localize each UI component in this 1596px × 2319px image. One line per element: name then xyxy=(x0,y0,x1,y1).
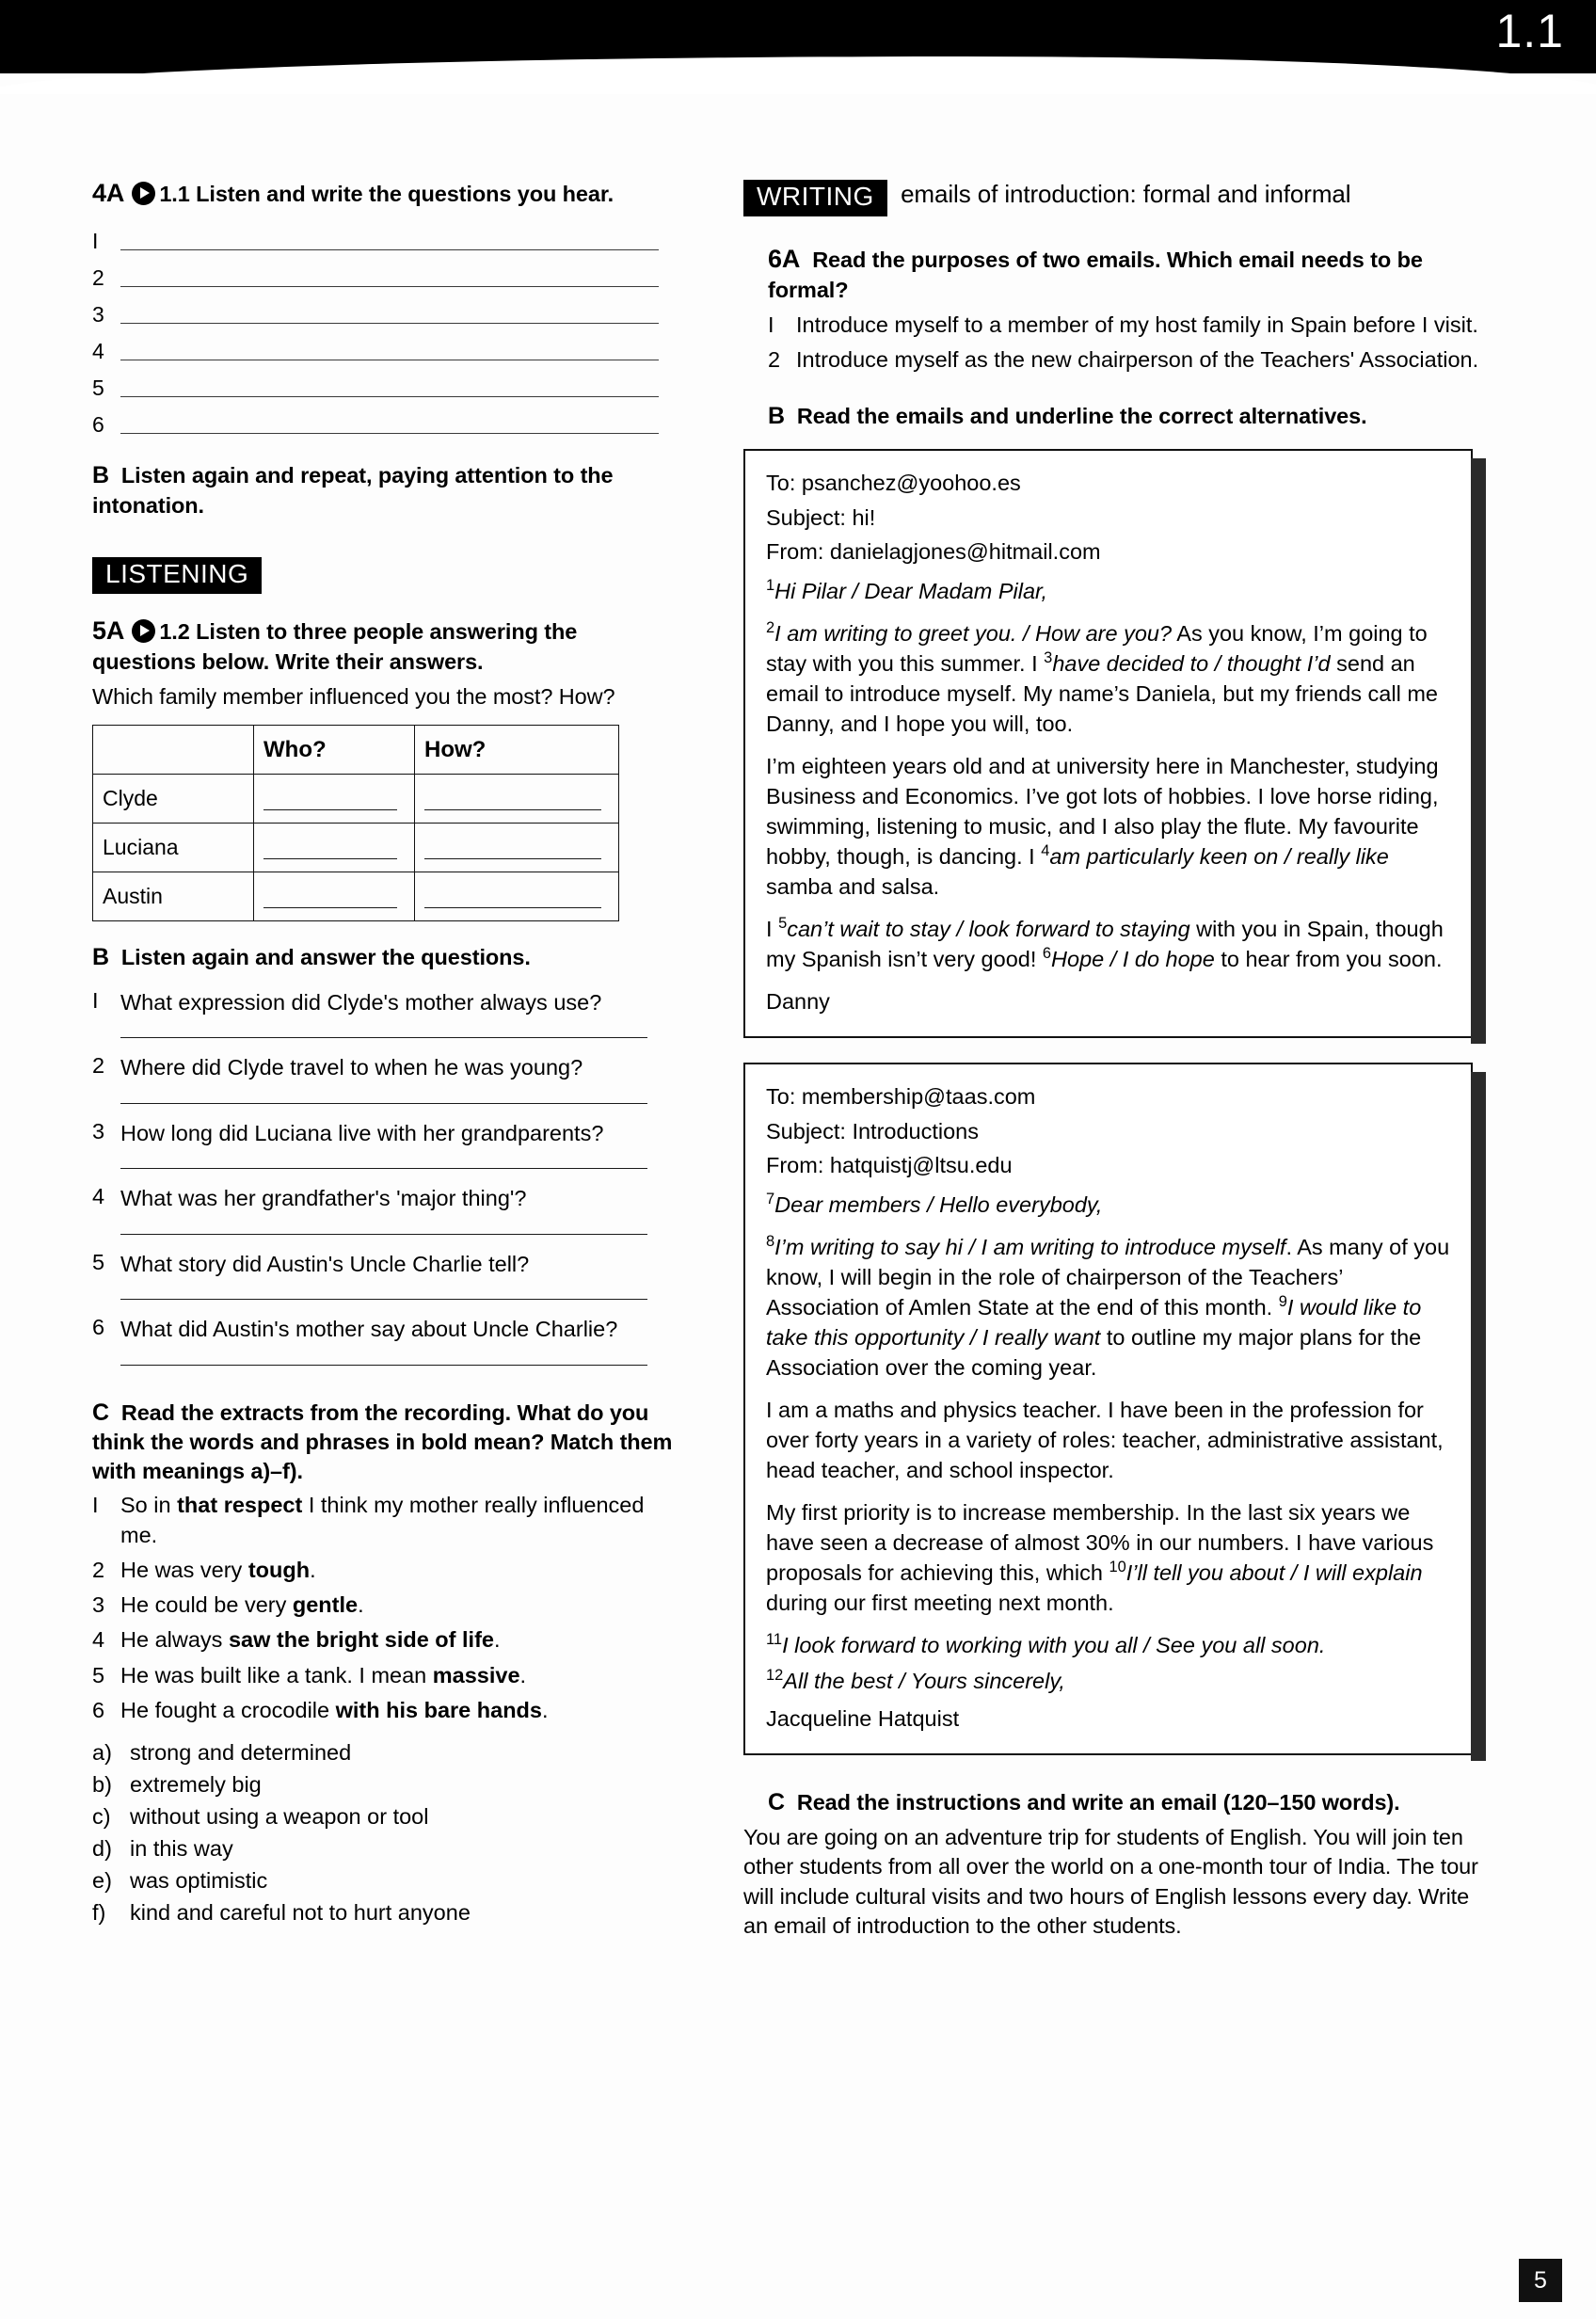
question-item xyxy=(92,1184,676,1213)
table-row xyxy=(93,824,619,872)
table-row xyxy=(93,775,619,824)
email1-paragraph-3 xyxy=(766,915,1450,975)
writing-subtitle: emails of introduction: formal and informal xyxy=(901,180,1351,208)
email1-p3-start: I xyxy=(766,916,779,941)
option-text: was optimistic xyxy=(130,1868,268,1894)
purpose-text: Introduce myself as the new chairperson of the Teachers' Association. xyxy=(796,346,1479,372)
question-item xyxy=(92,1119,676,1148)
alternative-pair-4[interactable]: am particularly keen on / really like xyxy=(1049,843,1389,869)
extract-post: . xyxy=(519,1662,527,1687)
email1-p2-end: samba and salsa. xyxy=(766,873,940,899)
exercise-6c-instruction: Read the instructions and write an email (120–150 words). xyxy=(796,1789,1400,1815)
exercise-5b-heading xyxy=(92,942,676,973)
answer-line-row[interactable] xyxy=(92,293,676,329)
question-number: 4 xyxy=(92,1184,105,1209)
email1-p1-end: send an email to introduce myself. My name’s Daniela, but my friends call me Danny, and I hope you will, too. xyxy=(766,651,1438,737)
listening-banner: LISTENING xyxy=(92,557,262,594)
extract-pre: He was very xyxy=(120,1557,248,1582)
email1-paragraph-1 xyxy=(766,619,1450,740)
write-in-rule[interactable] xyxy=(120,396,659,397)
email2-paragraph-2: I am a maths and physics teacher. I have been in the profession for over forty years in a variety of roles: teacher, administrative assistant, head teacher, and school inspector. xyxy=(766,1398,1444,1482)
alternative-pair-3[interactable]: have decided to / thought I’d xyxy=(1052,651,1331,677)
exercise-6c-letter: C xyxy=(768,1788,785,1815)
extract-item xyxy=(92,1625,676,1655)
email1-p1-mid: As you know, I’m going to stay with you this summer. I xyxy=(766,621,1428,677)
line-number: 2 xyxy=(92,265,104,291)
column-header-who: Who? xyxy=(254,726,415,775)
answer-line-row[interactable] xyxy=(92,366,676,403)
extract-pre: So in xyxy=(120,1493,178,1518)
question-text: What expression did Clyde's mother always use? xyxy=(120,989,602,1015)
line-number: 3 xyxy=(92,302,104,328)
exercise-5c-heading xyxy=(92,1398,676,1486)
alternative-marker-10: 10 xyxy=(1109,1559,1126,1576)
exercise-5c-extracts xyxy=(92,1491,676,1725)
alternative-pair-9[interactable]: I would like to take this opportunity / I really want xyxy=(766,1295,1422,1351)
write-in-rule[interactable] xyxy=(263,836,397,859)
alternative-marker-1: 1 xyxy=(766,577,775,595)
email1-p2-start: I’m eighteen years old and at university here in Manchester, studying Business and Economics. I’ve got lots of hobbies. I love horse riding, swimming, listening to music, and I also play the flute. My favourite hobby, though, is dancing. I xyxy=(766,754,1439,869)
email1-from: From: danielagjones@hitmail.com xyxy=(766,539,1101,565)
extract-bold-phrase: that respect xyxy=(177,1493,303,1518)
question-item xyxy=(92,1053,676,1082)
email2-paragraph-1 xyxy=(766,1233,1450,1383)
exercise-5a-instruction: Listen to three people answering the questions below. Write their answers. xyxy=(92,619,578,675)
band-curve-decoration xyxy=(0,56,1596,94)
question-text: Where did Clyde travel to when he was young? xyxy=(120,1055,583,1080)
alternative-pair-12[interactable]: All the best / Yours sincerely, xyxy=(783,1668,1065,1693)
row-label-austin: Austin xyxy=(93,872,254,921)
extract-text xyxy=(120,1625,676,1655)
exercise-4b-heading xyxy=(92,460,676,520)
alternative-marker-5: 5 xyxy=(778,915,788,933)
exercise-4a-track: 1.1 xyxy=(159,182,190,206)
extract-item xyxy=(92,1661,676,1690)
answer-write-in-rule[interactable] xyxy=(120,1299,647,1300)
exercise-6c-heading xyxy=(768,1787,1496,1818)
play-circle-icon[interactable] xyxy=(132,182,155,205)
extract-text xyxy=(120,1661,676,1690)
exercise-6a-purposes xyxy=(768,311,1496,376)
exercise-6a-heading xyxy=(768,243,1496,305)
question-number: I xyxy=(92,987,99,1013)
email1-greeting xyxy=(766,577,1450,607)
exercise-4b-letter: B xyxy=(92,462,109,489)
option-item[interactable] xyxy=(92,1804,676,1830)
option-item[interactable] xyxy=(92,1740,676,1766)
extract-post: . xyxy=(310,1557,316,1582)
exercise-4a-answer-lines xyxy=(92,219,676,440)
extract-item xyxy=(92,1696,676,1725)
left-column xyxy=(92,177,676,1932)
purpose-number: 2 xyxy=(768,346,781,372)
right-column xyxy=(743,177,1496,1941)
exercise-6b-instruction: Read the emails and underline the correct alternatives. xyxy=(796,404,1367,429)
email1-to: To: psanchez@yoohoo.es xyxy=(766,470,1021,495)
question-item xyxy=(92,988,676,1017)
extract-pre: He could be very xyxy=(120,1592,293,1618)
answer-line-row[interactable] xyxy=(92,256,676,293)
alternative-pair-2[interactable]: I am writing to greet you. / How are you? xyxy=(774,621,1173,647)
who-cell[interactable] xyxy=(254,872,415,921)
exercise-5c-options xyxy=(92,1740,676,1926)
exercise-6a-instruction: Read the purposes of two emails. Which email needs to be formal? xyxy=(768,248,1423,303)
alternative-pair-10[interactable]: I’ll tell you about / I will explain xyxy=(1125,1559,1423,1585)
exercise-6c-body: You are going on an adventure trip for students of English. You will join ten other students from all over the world on a one-month tour of India. The tour will include cultural visits and two hours of English lessons every day. Write an email of introduction to the other students. xyxy=(743,1825,1478,1938)
alternative-marker-4: 4 xyxy=(1041,842,1050,860)
unit-header-band xyxy=(0,0,1596,73)
answer-write-in-rule[interactable] xyxy=(120,1037,647,1038)
option-text: extremely big xyxy=(130,1772,262,1798)
extract-bold-phrase: saw the bright side of life xyxy=(228,1627,494,1653)
write-in-rule[interactable] xyxy=(424,787,601,810)
alternative-pair-11[interactable]: I look forward to working with you all / See you all soon. xyxy=(782,1632,1326,1657)
extract-text xyxy=(120,1491,676,1550)
play-circle-icon[interactable] xyxy=(132,619,155,643)
option-text: strong and determined xyxy=(130,1740,352,1766)
email2-subject: Subject: Introductions xyxy=(766,1118,979,1144)
alternative-pair-6[interactable]: Hope / I do hope xyxy=(1051,946,1215,971)
exercise-5a-subprompt: Which family member influenced you the most? How? xyxy=(92,683,615,709)
exercise-5b-questions xyxy=(92,988,676,1366)
option-label: b) xyxy=(92,1772,112,1798)
question-text: What was her grandfather's 'major thing'? xyxy=(120,1186,527,1211)
write-in-rule[interactable] xyxy=(263,885,397,908)
purpose-item xyxy=(768,311,1496,340)
answer-write-in-rule[interactable] xyxy=(120,1234,647,1235)
extract-number: I xyxy=(92,1493,99,1518)
option-text: kind and careful not to hurt anyone xyxy=(130,1900,471,1926)
exercise-5c-letter: C xyxy=(92,1399,109,1426)
exercise-5a-number: 5A xyxy=(92,616,125,646)
answer-line-row[interactable] xyxy=(92,219,676,256)
table-header-row xyxy=(93,726,619,775)
how-cell[interactable] xyxy=(415,872,619,921)
extract-item xyxy=(92,1591,676,1620)
exercise-4a-number: 4A xyxy=(92,179,125,207)
extract-post: I think my mother really influenced me. xyxy=(120,1493,645,1547)
option-label: c) xyxy=(92,1804,111,1830)
influence-answers-table xyxy=(92,725,619,921)
question-item xyxy=(92,1250,676,1279)
extract-number: 4 xyxy=(92,1627,105,1653)
email2-p1-mid: . As many of you know, I will begin in the role of chairperson of the Teachers’ Association of Amlen State at the end of this month. xyxy=(766,1235,1450,1320)
writing-section-heading xyxy=(743,177,1496,216)
write-in-rule[interactable] xyxy=(424,885,601,908)
write-in-rule[interactable] xyxy=(120,286,659,287)
write-in-rule[interactable] xyxy=(424,836,601,859)
email2-paragraph-4 xyxy=(766,1631,1450,1661)
extract-bold-phrase: tough xyxy=(247,1557,311,1582)
purpose-text: Introduce myself to a member of my host family in Spain before I visit. xyxy=(796,312,1478,337)
email1-subject: Subject: hi! xyxy=(766,504,876,530)
extract-pre: He fought a crocodile xyxy=(120,1697,336,1722)
question-item xyxy=(92,1315,676,1344)
extract-item xyxy=(92,1556,676,1585)
extract-number: 3 xyxy=(92,1592,105,1618)
how-cell[interactable] xyxy=(415,824,619,872)
question-text: How long did Luciana live with her grandparents? xyxy=(120,1120,604,1145)
alternative-marker-9: 9 xyxy=(1278,1293,1287,1311)
option-item[interactable] xyxy=(92,1900,676,1926)
email1-p3-end: to hear from you soon. xyxy=(1214,946,1443,971)
extract-number: 6 xyxy=(92,1697,105,1722)
answer-write-in-rule[interactable] xyxy=(120,1168,647,1169)
option-item[interactable] xyxy=(92,1868,676,1894)
option-label: d) xyxy=(92,1836,112,1862)
exercise-5c-instruction: Read the extracts from the recording. What do you think the words and phrases in bold mean? Match them with meanings a)–f). xyxy=(92,1399,673,1483)
extract-post: . xyxy=(493,1627,501,1653)
extract-post: . xyxy=(541,1697,549,1722)
row-label-clyde: Clyde xyxy=(93,775,254,824)
email-card-formal xyxy=(743,1063,1473,1755)
column-header-how: How? xyxy=(415,726,619,775)
alternative-pair-1[interactable]: Hi Pilar / Dear Madam Pilar, xyxy=(774,579,1048,604)
extract-number: 2 xyxy=(92,1557,105,1582)
exercise-4b-text: Listen again and repeat, paying attention to the intonation. xyxy=(92,463,614,518)
line-number: 4 xyxy=(92,339,104,364)
option-item[interactable] xyxy=(92,1836,676,1862)
line-number: 6 xyxy=(92,412,104,438)
email2-p3-end: during our first meeting next month. xyxy=(766,1590,1114,1615)
exercise-6a-number: 6A xyxy=(768,245,801,273)
who-cell[interactable] xyxy=(254,824,415,872)
line-number: I xyxy=(92,229,99,254)
email2-p1-end: to outline my major plans for the Association over the coming year. xyxy=(766,1325,1422,1381)
question-number: 6 xyxy=(92,1315,105,1340)
extract-pre: He always xyxy=(120,1627,229,1653)
writing-banner: WRITING xyxy=(743,180,887,216)
email-card-informal xyxy=(743,449,1473,1038)
question-number: 5 xyxy=(92,1249,105,1274)
alternative-marker-11: 11 xyxy=(766,1630,783,1648)
unit-number: 1.1 xyxy=(1495,5,1564,57)
extract-bold-phrase: gentle xyxy=(292,1592,359,1618)
email1-paragraph-2 xyxy=(766,752,1450,903)
email2-greeting xyxy=(766,1191,1450,1221)
option-label: f) xyxy=(92,1900,106,1926)
email2-to: To: membership@taas.com xyxy=(766,1083,1036,1109)
option-label: a) xyxy=(92,1740,112,1766)
email2-p3-start: My first priority is to increase membership. In the last six years we have seen a decrease of almost 30% in our numbers. I have various proposals for achieving this, which xyxy=(766,1499,1434,1585)
extract-text xyxy=(120,1696,676,1725)
row-label-luciana: Luciana xyxy=(93,824,254,872)
alternative-pair-5[interactable]: can’t wait to stay / look forward to staying xyxy=(787,916,1190,941)
question-number: 2 xyxy=(92,1053,105,1079)
email1-p3-mid: with you in Spain, though my Spanish isn’t very good! xyxy=(766,916,1444,971)
listening-section-banner-wrap xyxy=(92,557,676,594)
extract-item xyxy=(92,1491,676,1550)
column-header-blank xyxy=(93,726,254,775)
alternative-marker-3: 3 xyxy=(1044,649,1053,667)
answer-line-row[interactable] xyxy=(92,403,676,440)
alternative-marker-8: 8 xyxy=(766,1233,775,1251)
question-text: What did Austin's mother say about Uncle Charlie? xyxy=(120,1317,618,1342)
extract-text xyxy=(120,1591,676,1620)
purpose-number: I xyxy=(768,312,774,337)
question-text: What story did Austin's Uncle Charlie tell? xyxy=(120,1251,530,1276)
email1-signoff: Danny xyxy=(766,988,830,1014)
extract-post: . xyxy=(358,1592,364,1618)
option-label: e) xyxy=(92,1868,112,1894)
exercise-6b-letter: B xyxy=(768,403,785,430)
alternative-marker-6: 6 xyxy=(1042,944,1052,962)
alternative-marker-2: 2 xyxy=(766,619,775,637)
page-number-badge: 5 xyxy=(1519,2259,1562,2302)
email2-paragraph-3 xyxy=(766,1498,1450,1619)
write-in-rule[interactable] xyxy=(120,249,659,250)
how-cell[interactable] xyxy=(415,775,619,824)
exercise-6b-heading xyxy=(768,401,1496,432)
extract-pre: He was built like a tank. I mean xyxy=(120,1662,433,1687)
question-number: 3 xyxy=(92,1118,105,1144)
write-in-rule[interactable] xyxy=(263,787,397,810)
table-row xyxy=(93,872,619,921)
purpose-item xyxy=(768,345,1496,375)
extract-bold-phrase: with his bare hands xyxy=(335,1697,542,1722)
email2-paragraph-5 xyxy=(766,1667,1450,1697)
write-in-rule[interactable] xyxy=(120,433,659,434)
extract-bold-phrase: massive xyxy=(432,1662,520,1687)
who-cell[interactable] xyxy=(254,775,415,824)
exercise-5b-letter: B xyxy=(92,944,109,971)
extract-number: 5 xyxy=(92,1662,105,1687)
option-item[interactable] xyxy=(92,1772,676,1798)
exercise-4a-instruction: Listen and write the questions you hear. xyxy=(196,182,614,206)
alternative-marker-12: 12 xyxy=(766,1666,784,1684)
alternative-marker-7: 7 xyxy=(766,1191,775,1208)
exercise-5b-instruction: Listen again and answer the questions. xyxy=(120,945,531,970)
exercise-4a-heading xyxy=(92,177,676,210)
line-number: 5 xyxy=(92,376,104,401)
exercise-5a-heading xyxy=(92,615,676,677)
answer-write-in-rule[interactable] xyxy=(120,1103,647,1104)
email2-signoff: Jacqueline Hatquist xyxy=(766,1705,960,1731)
alternative-pair-7[interactable]: Dear members / Hello everybody, xyxy=(774,1192,1103,1218)
option-text: without using a weapon or tool xyxy=(130,1804,429,1830)
alternative-pair-8[interactable]: I’m writing to say hi / I am writing to introduce myself xyxy=(774,1235,1286,1260)
answer-line-row[interactable] xyxy=(92,329,676,366)
extract-text xyxy=(120,1556,676,1585)
email2-from: From: hatquistj@ltsu.edu xyxy=(766,1153,1013,1178)
option-text: in this way xyxy=(130,1836,233,1862)
write-in-rule[interactable] xyxy=(120,323,659,324)
exercise-5a-track: 1.2 xyxy=(159,619,190,645)
